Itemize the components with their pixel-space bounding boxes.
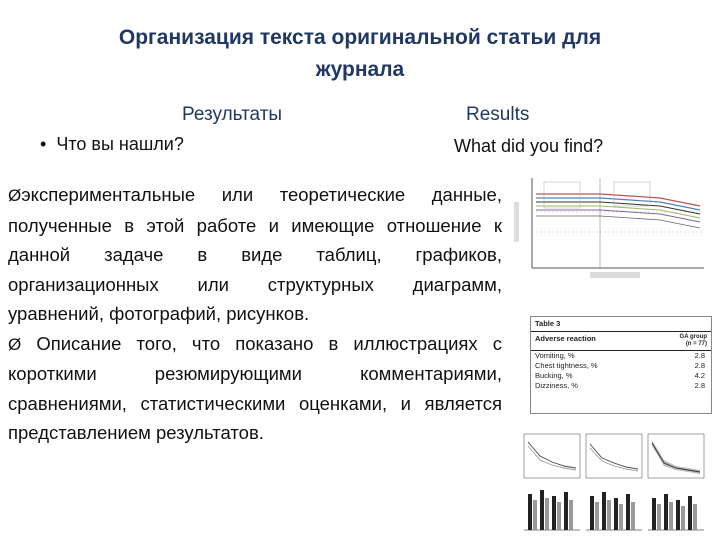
slide-title-line2: журнала xyxy=(315,58,405,81)
line-chart-thumbnail xyxy=(510,172,710,290)
table-header xyxy=(531,331,711,351)
table-row xyxy=(531,351,711,361)
table-cell-label: Bucking, % xyxy=(535,371,573,380)
table-header-right-line2: (n = 77) xyxy=(685,341,707,347)
bullet-mark: • xyxy=(40,134,47,154)
table-header-left: Adverse reaction xyxy=(535,334,596,343)
slide-title-line1: Организация текста оригинальной статьи для xyxy=(118,26,602,49)
table-header-right-line1: GA group xyxy=(679,334,707,340)
left-heading: Результаты xyxy=(182,104,283,125)
table-header-right xyxy=(680,334,707,348)
body-text xyxy=(8,180,502,448)
table-row xyxy=(531,371,711,381)
table-cell-value: 4.2 xyxy=(694,371,705,380)
arrow-bullet-2: Ø xyxy=(8,334,22,354)
table-row xyxy=(531,361,711,371)
left-question: Что вы нашли? xyxy=(56,134,184,154)
multi-panel-figure-thumbnail xyxy=(518,430,708,536)
paragraph-1 xyxy=(8,180,502,329)
table-cell-value: 2.8 xyxy=(694,381,705,390)
table-cell-label: Vomiting, % xyxy=(535,351,575,360)
paragraph-1-text: экспериментальные или теоретические данные, полученные в этой работе и имеющие отношение к данной задаче в виде таблиц, графиков, организационных или структурных диаграмм, уравнений, фотографий, рисунков. xyxy=(8,184,502,324)
table-cell-value: 2.8 xyxy=(694,361,705,370)
left-question-bullet xyxy=(40,134,184,155)
table-thumbnail xyxy=(530,316,712,414)
paragraph-2-text: Описание того, что показано в иллюстрациях с короткими резюмирующими комментариями, сравнениями, статистическими оценками, и является представлением результатов. xyxy=(8,332,502,443)
chart-y-label-block xyxy=(514,202,519,242)
table-row xyxy=(531,381,711,391)
chart-x-label-block xyxy=(590,272,640,278)
table-caption: Table 3 xyxy=(535,319,561,328)
table-cell-value: 2.8 xyxy=(694,351,705,360)
right-question: What did you find? xyxy=(454,136,604,156)
arrow-bullet-1: Ø xyxy=(8,186,22,205)
table-cell-label: Chest tightness, % xyxy=(535,361,598,370)
paragraph-2 xyxy=(8,329,502,448)
slide-title xyxy=(60,22,660,86)
right-heading: Results xyxy=(466,104,530,125)
table-cell-label: Dizziness, % xyxy=(535,381,578,390)
